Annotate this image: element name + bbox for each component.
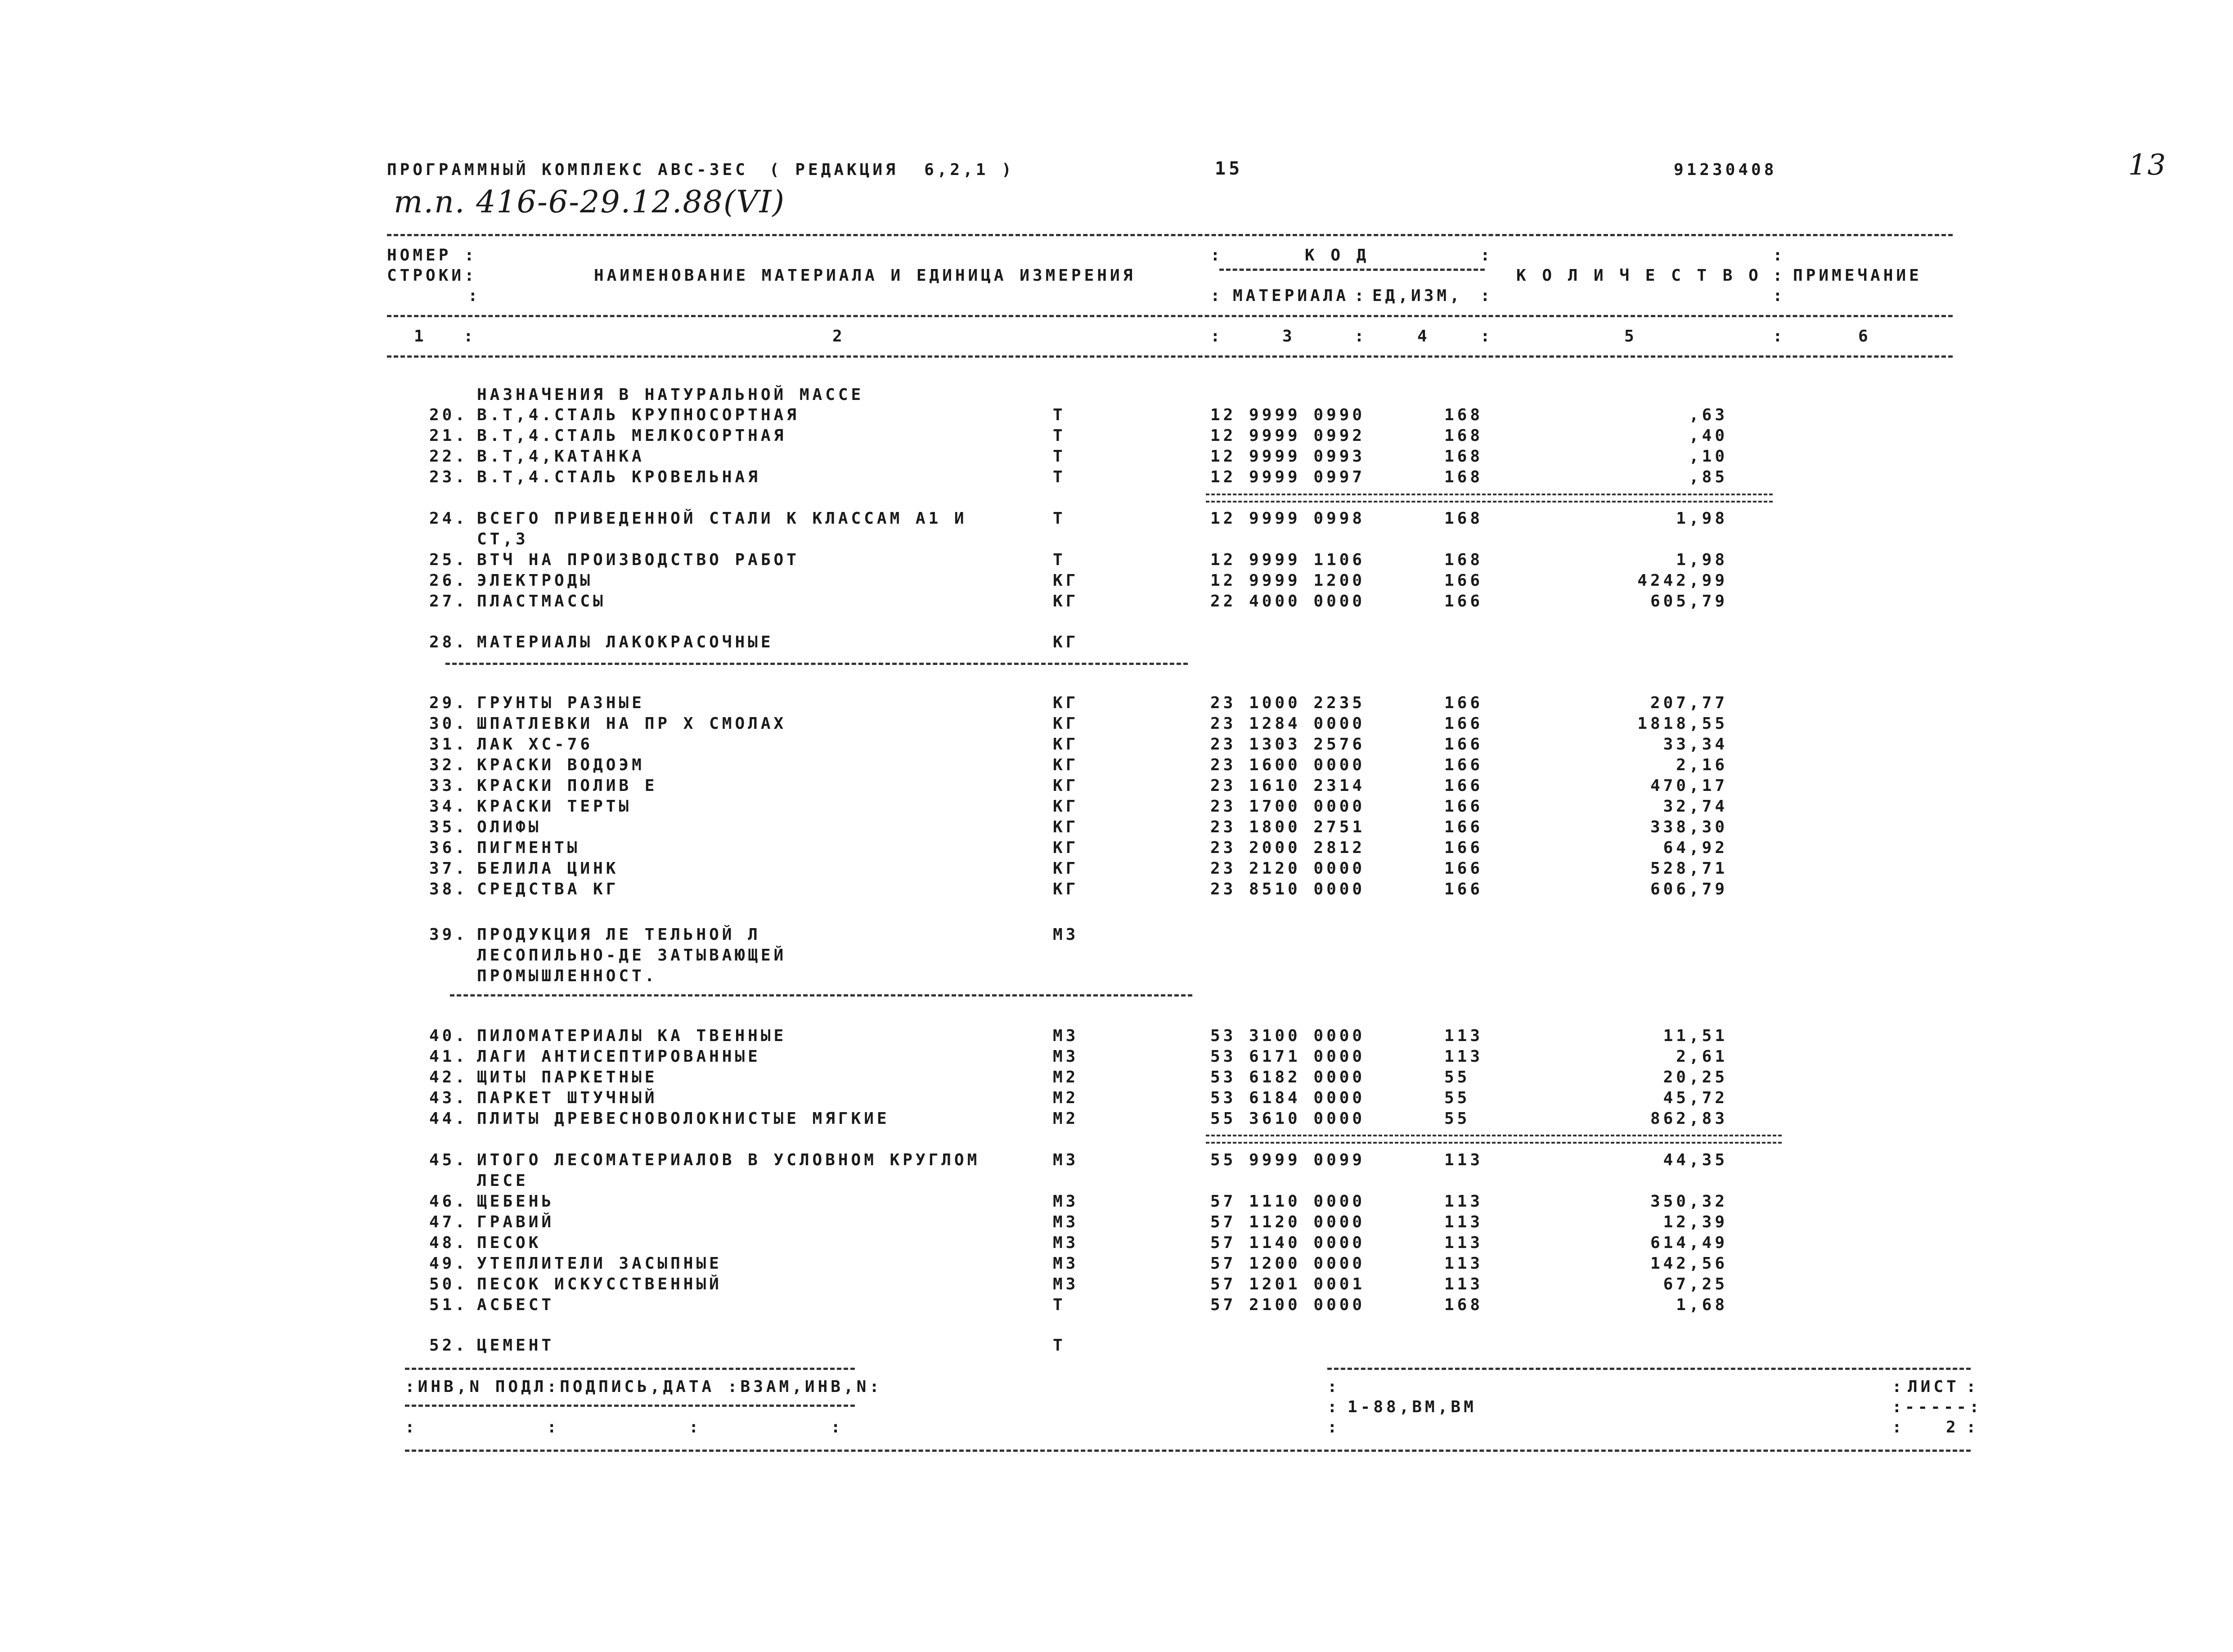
material-code: 53 6171 0000 bbox=[1210, 1047, 1366, 1066]
material-name: МАТЕРИАЛЫ ЛАКОКРАСОЧНЫЕ bbox=[477, 633, 774, 651]
material-name: ПЕСОК bbox=[477, 1234, 542, 1252]
quantity: ,63 bbox=[1689, 406, 1728, 424]
material-code: 23 1600 0000 bbox=[1210, 756, 1366, 774]
quantity: 2,16 bbox=[1676, 756, 1728, 774]
material-name: ПРОМЫШЛЕННОСТ. bbox=[477, 967, 658, 985]
colnum-sep: : bbox=[1480, 327, 1493, 346]
stamp-rule-bottom bbox=[405, 1450, 1971, 1452]
material-code: 55 3610 0000 bbox=[1210, 1109, 1366, 1128]
unit-code: 168 bbox=[1444, 551, 1483, 569]
unit: Т bbox=[1053, 1336, 1066, 1355]
material-code: 57 1120 0000 bbox=[1210, 1213, 1366, 1231]
table-row bbox=[0, 632, 2233, 653]
stamp-mid-sep: : bbox=[1327, 1398, 1340, 1416]
material-name: ПРОДУКЦИЯ ЛЕ ТЕЛЬНОЙ Л bbox=[477, 925, 761, 944]
section-rule bbox=[445, 663, 1188, 665]
corner-page-mark: 13 bbox=[2128, 148, 2167, 182]
table-row bbox=[0, 1233, 2233, 1253]
quantity: 528,71 bbox=[1650, 859, 1728, 878]
material-code: 12 9999 0998 bbox=[1210, 509, 1366, 528]
unit: М3 bbox=[1053, 925, 1079, 944]
quantity: 44,35 bbox=[1663, 1151, 1728, 1169]
unit: Т bbox=[1053, 426, 1066, 445]
unit: Т bbox=[1053, 1296, 1066, 1314]
unit: КГ bbox=[1053, 859, 1079, 878]
row-number: 49. bbox=[429, 1254, 468, 1273]
material-name: В.Т,4.СТАЛЬ КРОВЕЛЬНАЯ bbox=[477, 468, 761, 486]
unit: Т bbox=[1053, 509, 1066, 528]
row-number: 28. bbox=[429, 633, 468, 651]
table-row bbox=[0, 714, 2233, 734]
colnum-sep: : bbox=[1210, 327, 1223, 346]
table-row bbox=[0, 1046, 2233, 1067]
unit: КГ bbox=[1053, 818, 1079, 836]
row-number: 20. bbox=[429, 406, 468, 424]
unit-code: 113 bbox=[1444, 1192, 1483, 1211]
unit-code: 113 bbox=[1444, 1234, 1483, 1252]
material-name: ЩЕБЕНЬ bbox=[477, 1192, 555, 1211]
material-name: ЦЕМЕНТ bbox=[477, 1336, 555, 1355]
table-row bbox=[0, 925, 2233, 945]
table-row bbox=[0, 1150, 2233, 1171]
colnum-5: 5 bbox=[1624, 327, 1637, 346]
table-row bbox=[0, 385, 2233, 405]
table-row bbox=[0, 467, 2233, 488]
row-number: 27. bbox=[429, 592, 468, 611]
table-row bbox=[0, 858, 2233, 879]
col2-header: НАИМЕНОВАНИЕ МАТЕРИАЛА И ЕДИНИЦА ИЗМЕРЕНИЯ bbox=[594, 266, 1136, 285]
material-name: В.Т,4.СТАЛЬ КРУПНОСОРТНАЯ bbox=[477, 406, 800, 424]
material-name: ВСЕГО ПРИВЕДЕННОЙ СТАЛИ К КЛАССАМ А1 И bbox=[477, 509, 967, 528]
table-row bbox=[0, 508, 2233, 529]
quantity: ,10 bbox=[1689, 447, 1728, 466]
quantity: 350,32 bbox=[1650, 1192, 1728, 1211]
sheet-number: 2 bbox=[1946, 1418, 1959, 1437]
col3-sep: : bbox=[1210, 287, 1223, 305]
row-number: 50. bbox=[429, 1275, 468, 1293]
table-row bbox=[0, 755, 2233, 776]
row-number: 36. bbox=[429, 839, 468, 857]
colnum-4: 4 bbox=[1417, 327, 1430, 346]
material-name: УТЕПЛИТЕЛИ ЗАСЫПНЫЕ bbox=[477, 1254, 722, 1273]
unit: КГ bbox=[1053, 880, 1079, 898]
material-code: 23 2120 0000 bbox=[1210, 859, 1366, 878]
material-code: 23 1800 2751 bbox=[1210, 818, 1366, 836]
unit: М2 bbox=[1053, 1109, 1079, 1128]
sheet-rule-text: :-----: bbox=[1892, 1398, 1982, 1416]
table-row bbox=[0, 1274, 2233, 1295]
row-number: 47. bbox=[429, 1213, 468, 1231]
unit-code: 166 bbox=[1444, 571, 1483, 590]
row-number: 33. bbox=[429, 777, 468, 795]
unit-code: 113 bbox=[1444, 1254, 1483, 1273]
unit-code: 113 bbox=[1444, 1027, 1483, 1045]
material-name: ПИГМЕНТЫ bbox=[477, 839, 580, 857]
unit-code: 55 bbox=[1444, 1089, 1470, 1107]
col4-header: ЕД,ИЗМ, bbox=[1372, 287, 1463, 305]
material-code: 23 2000 2812 bbox=[1210, 839, 1366, 857]
col1-header-line1: НОМЕР : bbox=[387, 246, 477, 265]
table-row bbox=[0, 405, 2233, 426]
material-code: 23 1284 0000 bbox=[1210, 714, 1366, 733]
material-name: ПАРКЕТ ШТУЧНЫЙ bbox=[477, 1089, 658, 1107]
stamp-rule-mid-left bbox=[405, 1405, 855, 1407]
stamp-mid-code: 1-88,ВМ,ВМ bbox=[1348, 1398, 1477, 1416]
colnum-sep: : bbox=[1354, 327, 1367, 346]
stamp-mid-sep: : bbox=[1327, 1378, 1340, 1396]
sheet-number-open: : bbox=[1892, 1418, 1905, 1437]
unit-code: 55 bbox=[1444, 1068, 1470, 1086]
colnum-6: 6 bbox=[1858, 327, 1871, 346]
material-code: 23 1700 0000 bbox=[1210, 797, 1366, 816]
unit-code: 166 bbox=[1444, 859, 1483, 878]
quantity: 606,79 bbox=[1650, 880, 1728, 898]
unit-code: 168 bbox=[1444, 447, 1483, 466]
table-row bbox=[0, 591, 2233, 612]
unit: КГ bbox=[1053, 571, 1079, 590]
row-number: 51. bbox=[429, 1296, 468, 1314]
row-number: 46. bbox=[429, 1192, 468, 1211]
quantity: 2,61 bbox=[1676, 1047, 1728, 1066]
table-row bbox=[0, 446, 2233, 467]
sheet-number-close: : bbox=[1966, 1418, 1979, 1437]
unit-code: 55 bbox=[1444, 1109, 1470, 1128]
quantity: 614,49 bbox=[1650, 1234, 1728, 1252]
unit-code: 166 bbox=[1444, 756, 1483, 774]
material-code: 57 1140 0000 bbox=[1210, 1234, 1366, 1252]
table-row bbox=[0, 1295, 2233, 1315]
table-row bbox=[0, 945, 2233, 966]
material-name: НАЗНАЧЕНИЯ В НАТУРАЛЬНОЙ МАССЕ bbox=[477, 386, 864, 404]
quantity: 470,17 bbox=[1650, 777, 1728, 795]
stamp-rule-top-left bbox=[405, 1368, 855, 1370]
unit-code: 166 bbox=[1444, 714, 1483, 733]
section-rule bbox=[450, 994, 747, 997]
unit: М3 bbox=[1053, 1213, 1079, 1231]
unit-code: 113 bbox=[1444, 1275, 1483, 1293]
unit: М3 bbox=[1053, 1234, 1079, 1252]
quantity: 45,72 bbox=[1663, 1089, 1728, 1107]
unit-code: 166 bbox=[1444, 592, 1483, 611]
material-code: 12 9999 1106 bbox=[1210, 551, 1366, 569]
material-code: 57 1110 0000 bbox=[1210, 1192, 1366, 1211]
quantity: ,85 bbox=[1689, 468, 1728, 486]
material-name: ШПАТЛЕВКИ НА ПР Х СМОЛАХ bbox=[477, 714, 787, 733]
material-code: 57 1201 0001 bbox=[1210, 1275, 1366, 1293]
row-number: 34. bbox=[429, 797, 468, 816]
code-group-rule bbox=[1219, 269, 1485, 271]
table-row bbox=[0, 734, 2233, 755]
material-code: 12 9999 0990 bbox=[1210, 406, 1366, 424]
material-code: 57 2100 0000 bbox=[1210, 1296, 1366, 1314]
material-name: ПЛИТЫ ДРЕВЕСНОВОЛОКНИСТЫЕ МЯГКИЕ bbox=[477, 1109, 890, 1128]
row-number: 43. bbox=[429, 1089, 468, 1107]
quantity: 4242,99 bbox=[1637, 571, 1728, 590]
unit-code: 168 bbox=[1444, 406, 1483, 424]
row-number: 30. bbox=[429, 714, 468, 733]
quantity: 32,74 bbox=[1663, 797, 1728, 816]
material-code: 23 1610 2314 bbox=[1210, 777, 1366, 795]
material-name: В.Т,4.СТАЛЬ МЕЛКОСОРТНАЯ bbox=[477, 426, 787, 445]
unit: Т bbox=[1053, 468, 1066, 486]
quantity: 862,83 bbox=[1650, 1109, 1728, 1128]
material-code: 12 9999 1200 bbox=[1210, 571, 1366, 590]
program-title: ПРОГРАММНЫЙ КОМПЛЕКС АВС-3ЕС bbox=[387, 161, 748, 179]
material-name: В.Т,4,КАТАНКА bbox=[477, 447, 645, 466]
col1-header-line2: СТРОКИ: bbox=[387, 266, 477, 285]
unit-code: 166 bbox=[1444, 818, 1483, 836]
material-name: СРЕДСТВА КГ bbox=[477, 880, 619, 898]
material-name: ИТОГО ЛЕСОМАТЕРИАЛОВ В УСЛОВНОМ КРУГЛОМ bbox=[477, 1151, 980, 1169]
material-code: 23 1000 2235 bbox=[1210, 694, 1366, 712]
table-row bbox=[0, 570, 2233, 591]
row-number: 29. bbox=[429, 694, 468, 712]
table-row bbox=[0, 1109, 2233, 1129]
quantity: 1818,55 bbox=[1637, 714, 1728, 733]
unit: КГ bbox=[1053, 735, 1079, 754]
material-name: АСБЕСТ bbox=[477, 1296, 555, 1314]
table-row bbox=[0, 1335, 2233, 1356]
section-rule bbox=[715, 994, 1192, 997]
code-sep-right: : bbox=[1480, 246, 1493, 265]
unit-code: 168 bbox=[1444, 1296, 1483, 1314]
unit: М3 bbox=[1053, 1254, 1079, 1273]
material-code: 23 1303 2576 bbox=[1210, 735, 1366, 754]
unit-code: 168 bbox=[1444, 468, 1483, 486]
unit-code: 113 bbox=[1444, 1047, 1483, 1066]
row-number: 21. bbox=[429, 426, 468, 445]
col6-sep-2: : bbox=[1773, 266, 1786, 285]
quantity: 33,34 bbox=[1663, 735, 1728, 754]
col5-sep: : bbox=[1480, 287, 1493, 305]
stamp-rule-top-right bbox=[1327, 1368, 1971, 1370]
unit: М3 bbox=[1053, 1192, 1079, 1211]
table-row bbox=[0, 817, 2233, 838]
colnum-1: 1 bbox=[414, 327, 427, 346]
quantity: 12,39 bbox=[1663, 1213, 1728, 1231]
subtotal-double-rule bbox=[1206, 1135, 1782, 1144]
row-number: 23. bbox=[429, 468, 468, 486]
table-row bbox=[0, 879, 2233, 900]
edition-label: ( РЕДАКЦИЯ 6,2,1 ) bbox=[769, 161, 1015, 179]
row-number: 42. bbox=[429, 1068, 468, 1086]
row-number: 35. bbox=[429, 818, 468, 836]
material-code: 22 4000 0000 bbox=[1210, 592, 1366, 611]
page-number: 15 bbox=[1215, 158, 1243, 179]
colnum-2: 2 bbox=[832, 327, 845, 346]
unit: Т bbox=[1053, 406, 1066, 424]
material-code: 12 9999 0992 bbox=[1210, 426, 1366, 445]
code-sep-left: : bbox=[1210, 246, 1223, 265]
header-rule-mid bbox=[387, 315, 1953, 317]
material-name: ЛАК ХС-76 bbox=[477, 735, 593, 754]
quantity: 338,30 bbox=[1650, 818, 1728, 836]
stamp-left-header: :ИНВ,N ПОДЛ:ПОДПИСЬ,ДАТА :ВЗАМ,ИНВ,N: bbox=[405, 1378, 882, 1396]
unit: КГ bbox=[1053, 714, 1079, 733]
row-number: 31. bbox=[429, 735, 468, 754]
material-name: ЭЛЕКТРОДЫ bbox=[477, 571, 593, 590]
material-name: КРАСКИ ТЕРТЫ bbox=[477, 797, 632, 816]
material-code: 57 1200 0000 bbox=[1210, 1254, 1366, 1273]
table-row bbox=[0, 1067, 2233, 1088]
sheet-label-open: : bbox=[1892, 1378, 1905, 1396]
unit: М2 bbox=[1053, 1089, 1079, 1107]
unit: КГ bbox=[1053, 756, 1079, 774]
unit: М3 bbox=[1053, 1275, 1079, 1293]
row-number: 52. bbox=[429, 1336, 468, 1355]
col6-header: ПРИМЕЧАНИЕ bbox=[1793, 266, 1922, 285]
material-code: 53 3100 0000 bbox=[1210, 1027, 1366, 1045]
row-number: 45. bbox=[429, 1151, 468, 1169]
table-row bbox=[0, 1253, 2233, 1274]
unit: М3 bbox=[1053, 1027, 1079, 1045]
col3-header: МАТЕРИАЛА bbox=[1233, 287, 1349, 305]
table-row bbox=[0, 1212, 2233, 1233]
material-code: 55 9999 0099 bbox=[1210, 1151, 1366, 1169]
col6-sep-1: : bbox=[1773, 246, 1786, 265]
material-code: 12 9999 0997 bbox=[1210, 468, 1366, 486]
table-row bbox=[0, 550, 2233, 570]
material-name: ПЛАСТМАССЫ bbox=[477, 592, 606, 611]
unit-code: 168 bbox=[1444, 509, 1483, 528]
table-row bbox=[0, 693, 2233, 714]
header-rule-bottom bbox=[387, 355, 1953, 358]
unit: КГ bbox=[1053, 694, 1079, 712]
unit-code: 166 bbox=[1444, 694, 1483, 712]
material-name: ЛЕСЕ bbox=[477, 1172, 529, 1190]
material-name: ВТЧ НА ПРОИЗВОДСТВО РАБОТ bbox=[477, 551, 800, 569]
row-number: 41. bbox=[429, 1047, 468, 1066]
col6-sep-3: : bbox=[1773, 287, 1786, 305]
material-code: 53 6184 0000 bbox=[1210, 1089, 1366, 1107]
quantity: 142,56 bbox=[1650, 1254, 1728, 1273]
table-row bbox=[0, 529, 2233, 550]
quantity: 207,77 bbox=[1650, 694, 1728, 712]
material-name: ЛАГИ АНТИСЕПТИРОВАННЫЕ bbox=[477, 1047, 761, 1066]
material-name: БЕЛИЛА ЦИНК bbox=[477, 859, 619, 878]
unit-code: 166 bbox=[1444, 777, 1483, 795]
col4-sep: : bbox=[1354, 287, 1367, 305]
quantity: 64,92 bbox=[1663, 839, 1728, 857]
row-number: 48. bbox=[429, 1234, 468, 1252]
material-name: ПЕСОК ИСКУССТВЕННЫЙ bbox=[477, 1275, 722, 1293]
quantity: 1,98 bbox=[1676, 509, 1728, 528]
quantity: 1,68 bbox=[1676, 1296, 1728, 1314]
row-number: 40. bbox=[429, 1027, 468, 1045]
material-name: ГРУНТЫ РАЗНЫЕ bbox=[477, 694, 645, 712]
unit: М3 bbox=[1053, 1047, 1079, 1066]
table-row bbox=[0, 1171, 2233, 1191]
table-row bbox=[0, 1191, 2233, 1212]
material-name: ЩИТЫ ПАРКЕТНЫЕ bbox=[477, 1068, 658, 1086]
table-row bbox=[0, 776, 2233, 796]
row-number: 24. bbox=[429, 509, 468, 528]
unit: М3 bbox=[1053, 1151, 1079, 1169]
table-row bbox=[0, 1026, 2233, 1046]
table-row bbox=[0, 426, 2233, 446]
material-name: КРАСКИ ВОДОЭМ bbox=[477, 756, 645, 774]
table-row bbox=[0, 1088, 2233, 1109]
unit: Т bbox=[1053, 447, 1066, 466]
table-row bbox=[0, 966, 2233, 987]
header-rule-top bbox=[387, 234, 1953, 236]
col5-header: К О Л И Ч Е С Т В О bbox=[1516, 266, 1761, 285]
colnum-sep: : bbox=[1773, 327, 1786, 346]
colnum-3: 3 bbox=[1282, 327, 1295, 346]
material-name: ЛЕСОПИЛЬНО-ДЕ ЗАТЫВАЮЩЕЙ bbox=[477, 946, 787, 965]
row-number: 22. bbox=[429, 447, 468, 466]
unit: КГ bbox=[1053, 797, 1079, 816]
quantity: 67,25 bbox=[1663, 1275, 1728, 1293]
subtotal-double-rule bbox=[1206, 494, 1773, 503]
sheet-label-close: : bbox=[1966, 1378, 1979, 1396]
quantity: ,40 bbox=[1689, 426, 1728, 445]
unit-code: 113 bbox=[1444, 1151, 1483, 1169]
unit-code: 166 bbox=[1444, 797, 1483, 816]
table-row bbox=[0, 838, 2233, 858]
material-name: ОЛИФЫ bbox=[477, 818, 542, 836]
row-number: 32. bbox=[429, 756, 468, 774]
material-name: КРАСКИ ПОЛИВ Е bbox=[477, 777, 658, 795]
material-code: 12 9999 0993 bbox=[1210, 447, 1366, 466]
unit: КГ bbox=[1053, 592, 1079, 611]
quantity: 11,51 bbox=[1663, 1027, 1728, 1045]
unit: КГ bbox=[1053, 633, 1079, 651]
quantity: 20,25 bbox=[1663, 1068, 1728, 1086]
colnum-sep: : bbox=[463, 327, 476, 346]
quantity: 1,98 bbox=[1676, 551, 1728, 569]
row-number: 26. bbox=[429, 571, 468, 590]
material-code: 23 8510 0000 bbox=[1210, 880, 1366, 898]
handwritten-project-reference: т.п. 416-6-29.12.88(VI) bbox=[394, 184, 785, 220]
unit: М2 bbox=[1053, 1068, 1079, 1086]
stamp-mid-sep: : bbox=[1327, 1418, 1340, 1437]
material-name: СТ,3 bbox=[477, 530, 529, 548]
material-code: 53 6182 0000 bbox=[1210, 1068, 1366, 1086]
row-number: 44. bbox=[429, 1109, 468, 1128]
row-number: 39. bbox=[429, 925, 468, 944]
document-code: 91230408 bbox=[1674, 161, 1777, 179]
material-name: ПИЛОМАТЕРИАЛЫ КА ТВЕННЫЕ bbox=[477, 1027, 787, 1045]
unit: КГ bbox=[1053, 777, 1079, 795]
unit-code: 166 bbox=[1444, 880, 1483, 898]
unit-code: 166 bbox=[1444, 735, 1483, 754]
sheet-label: ЛИСТ bbox=[1908, 1378, 1959, 1396]
stamp-left-seps: : : : : bbox=[405, 1418, 844, 1437]
row-number: 38. bbox=[429, 880, 468, 898]
unit-code: 113 bbox=[1444, 1213, 1483, 1231]
quantity: 605,79 bbox=[1650, 592, 1728, 611]
unit: Т bbox=[1053, 551, 1066, 569]
col1-header-sep: : bbox=[468, 287, 481, 305]
material-name: ГРАВИЙ bbox=[477, 1213, 555, 1231]
unit: КГ bbox=[1053, 839, 1079, 857]
row-number: 25. bbox=[429, 551, 468, 569]
code-group-header: К О Д bbox=[1305, 246, 1370, 265]
table-row bbox=[0, 796, 2233, 817]
unit-code: 168 bbox=[1444, 426, 1483, 445]
row-number: 37. bbox=[429, 859, 468, 878]
unit-code: 166 bbox=[1444, 839, 1483, 857]
